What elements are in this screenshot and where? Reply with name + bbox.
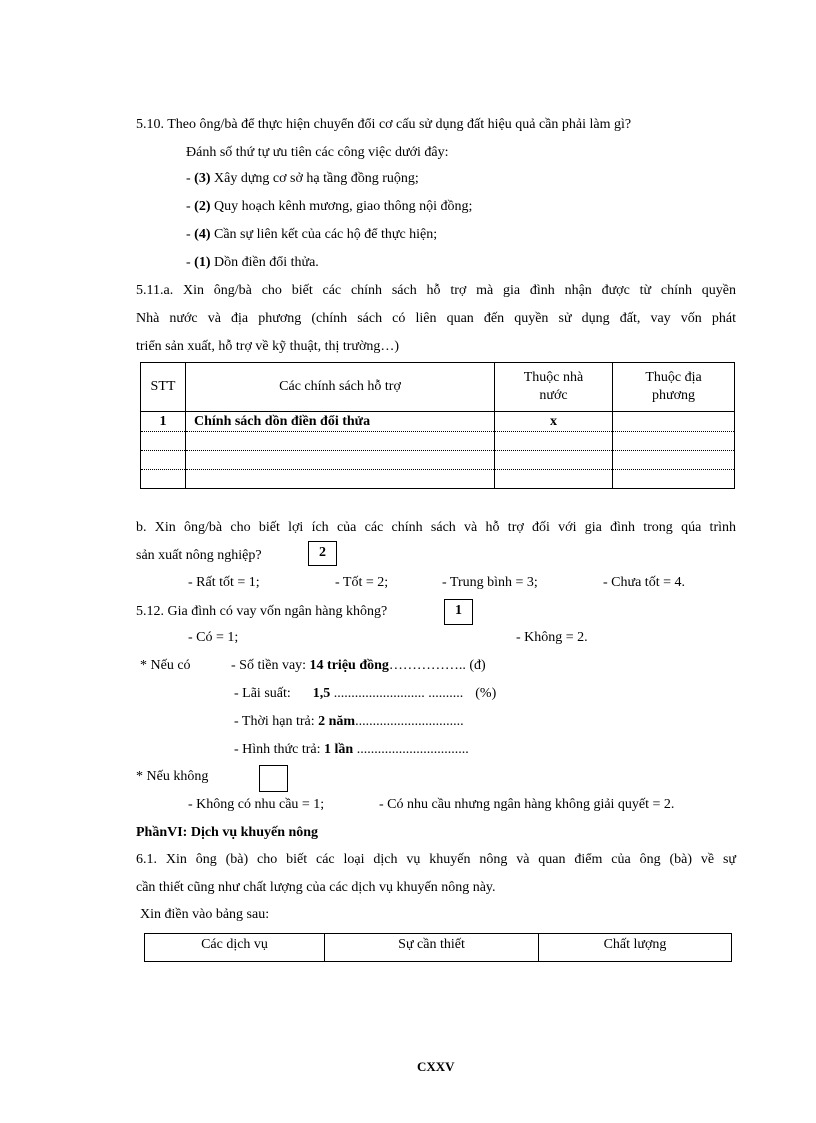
cell [613, 432, 735, 451]
q511b-line1: b. Xin ông/bà cho biết lợi ích của các chính sách và hỗ trợ đối với gia đình trong qúa trình [136, 520, 736, 535]
cell [141, 451, 186, 470]
q511b-answer-box[interactable]: 2 [308, 541, 337, 566]
page-number: CXXV [417, 1059, 455, 1074]
q511a-line3: triển sản xuất, hỗ trợ về kỹ thuật, thị trường…) [136, 339, 400, 354]
cell [495, 451, 613, 470]
q511b-option: - Rất tốt = 1; [188, 575, 260, 590]
q510-item: - (1) Dồn điền đổi thửa. [186, 255, 319, 270]
q510-question: 5.10. Theo ông/bà để thực hiện chuyển đổi cơ cấu sử dụng đất hiệu quả cần phải làm gì? [136, 117, 632, 132]
loan-amount-line: - Số tiền vay: 14 triệu đồng…………….. (đ) [231, 658, 486, 673]
header-quality: Chất lượng [539, 934, 732, 962]
fill-in-instruction: Xin điền vào bảng sau: [140, 907, 270, 922]
row-policy: Chính sách dồn điền đổi thửa [186, 412, 495, 432]
q512-question: 5.12. Gia đình có vay vốn ngân hàng không? [136, 604, 388, 619]
policy-table [140, 362, 735, 489]
term-line: - Thời hạn trả: 2 năm............................... [234, 714, 464, 729]
header-local: Thuộc địa phương [613, 363, 735, 412]
no-option-1: - Không có nhu cầu = 1; [188, 797, 325, 812]
cell [186, 470, 495, 489]
if-no-answer-box[interactable] [259, 765, 288, 792]
q61-line2: cần thiết cũng như chất lượng của các dịch vụ khuyến nông này. [136, 880, 496, 895]
q511a-line1: 5.11.a. Xin ông/bà cho biết các chính sách hỗ trợ mà gia đình nhận được từ chính quyền [136, 283, 736, 298]
header-services: Các dịch vụ [145, 934, 325, 962]
cell [186, 432, 495, 451]
row-local [613, 412, 735, 432]
header-state: Thuộc nhà nước [495, 363, 613, 412]
q510-instruction: Đánh số thứ tự ưu tiên các công việc dưới đây: [186, 145, 449, 160]
if-yes-label: * Nếu có [140, 658, 191, 673]
q511a-line2: Nhà nước và địa phương (chính sách có liên quan đến quyền sử dụng đất, vay vốn phát [136, 311, 736, 326]
table-row [141, 432, 735, 451]
row-stt: 1 [141, 412, 186, 432]
q510-item: - (3) Xây dựng cơ sở hạ tầng đồng ruộng; [186, 171, 419, 186]
cell [141, 432, 186, 451]
cell [613, 451, 735, 470]
q512-no-option: - Không = 2. [516, 630, 588, 645]
cell [141, 470, 186, 489]
q511b-option: - Trung bình = 3; [442, 575, 538, 590]
q511b-line2: sản xuất nông nghiệp? [136, 548, 262, 563]
q510-item: - (2) Quy hoạch kênh mương, giao thông nội đồng; [186, 199, 473, 214]
table-row [141, 470, 735, 489]
q61-line1: 6.1. Xin ông (bà) cho biết các loại dịch vụ khuyến nông và quan điểm của ông (bà) về sự [136, 852, 736, 867]
q510-item: - (4) Cần sự liên kết của các hộ để thực hiện; [186, 227, 438, 242]
services-table [144, 933, 732, 962]
if-no-label: * Nếu không [136, 769, 209, 784]
header-stt: STT [141, 363, 186, 412]
q511b-option: - Tốt = 2; [335, 575, 389, 590]
cell [186, 451, 495, 470]
services-table-header [145, 934, 732, 962]
header-policy: Các chính sách hỗ trợ [186, 363, 495, 412]
method-line: - Hình thức trả: 1 lần ................................ [234, 742, 469, 757]
cell [495, 432, 613, 451]
table-row [141, 451, 735, 470]
row-state: x [495, 412, 613, 432]
q512-yes-option: - Có = 1; [188, 630, 239, 645]
q512-answer-box[interactable]: 1 [444, 599, 473, 625]
q511b-option: - Chưa tốt = 4. [603, 575, 685, 590]
no-option-2: - Có nhu cầu nhưng ngân hàng không giải quyết = 2. [379, 797, 675, 812]
part6-heading: PhầnVI: Dịch vụ khuyến nông [136, 825, 319, 840]
header-necessity: Sự cần thiết [325, 934, 539, 962]
cell [613, 470, 735, 489]
cell [495, 470, 613, 489]
policy-table-header [141, 363, 735, 412]
interest-line: - Lãi suất: 1,5 .......................... .......... (%) [234, 686, 497, 701]
table-row [141, 412, 735, 432]
